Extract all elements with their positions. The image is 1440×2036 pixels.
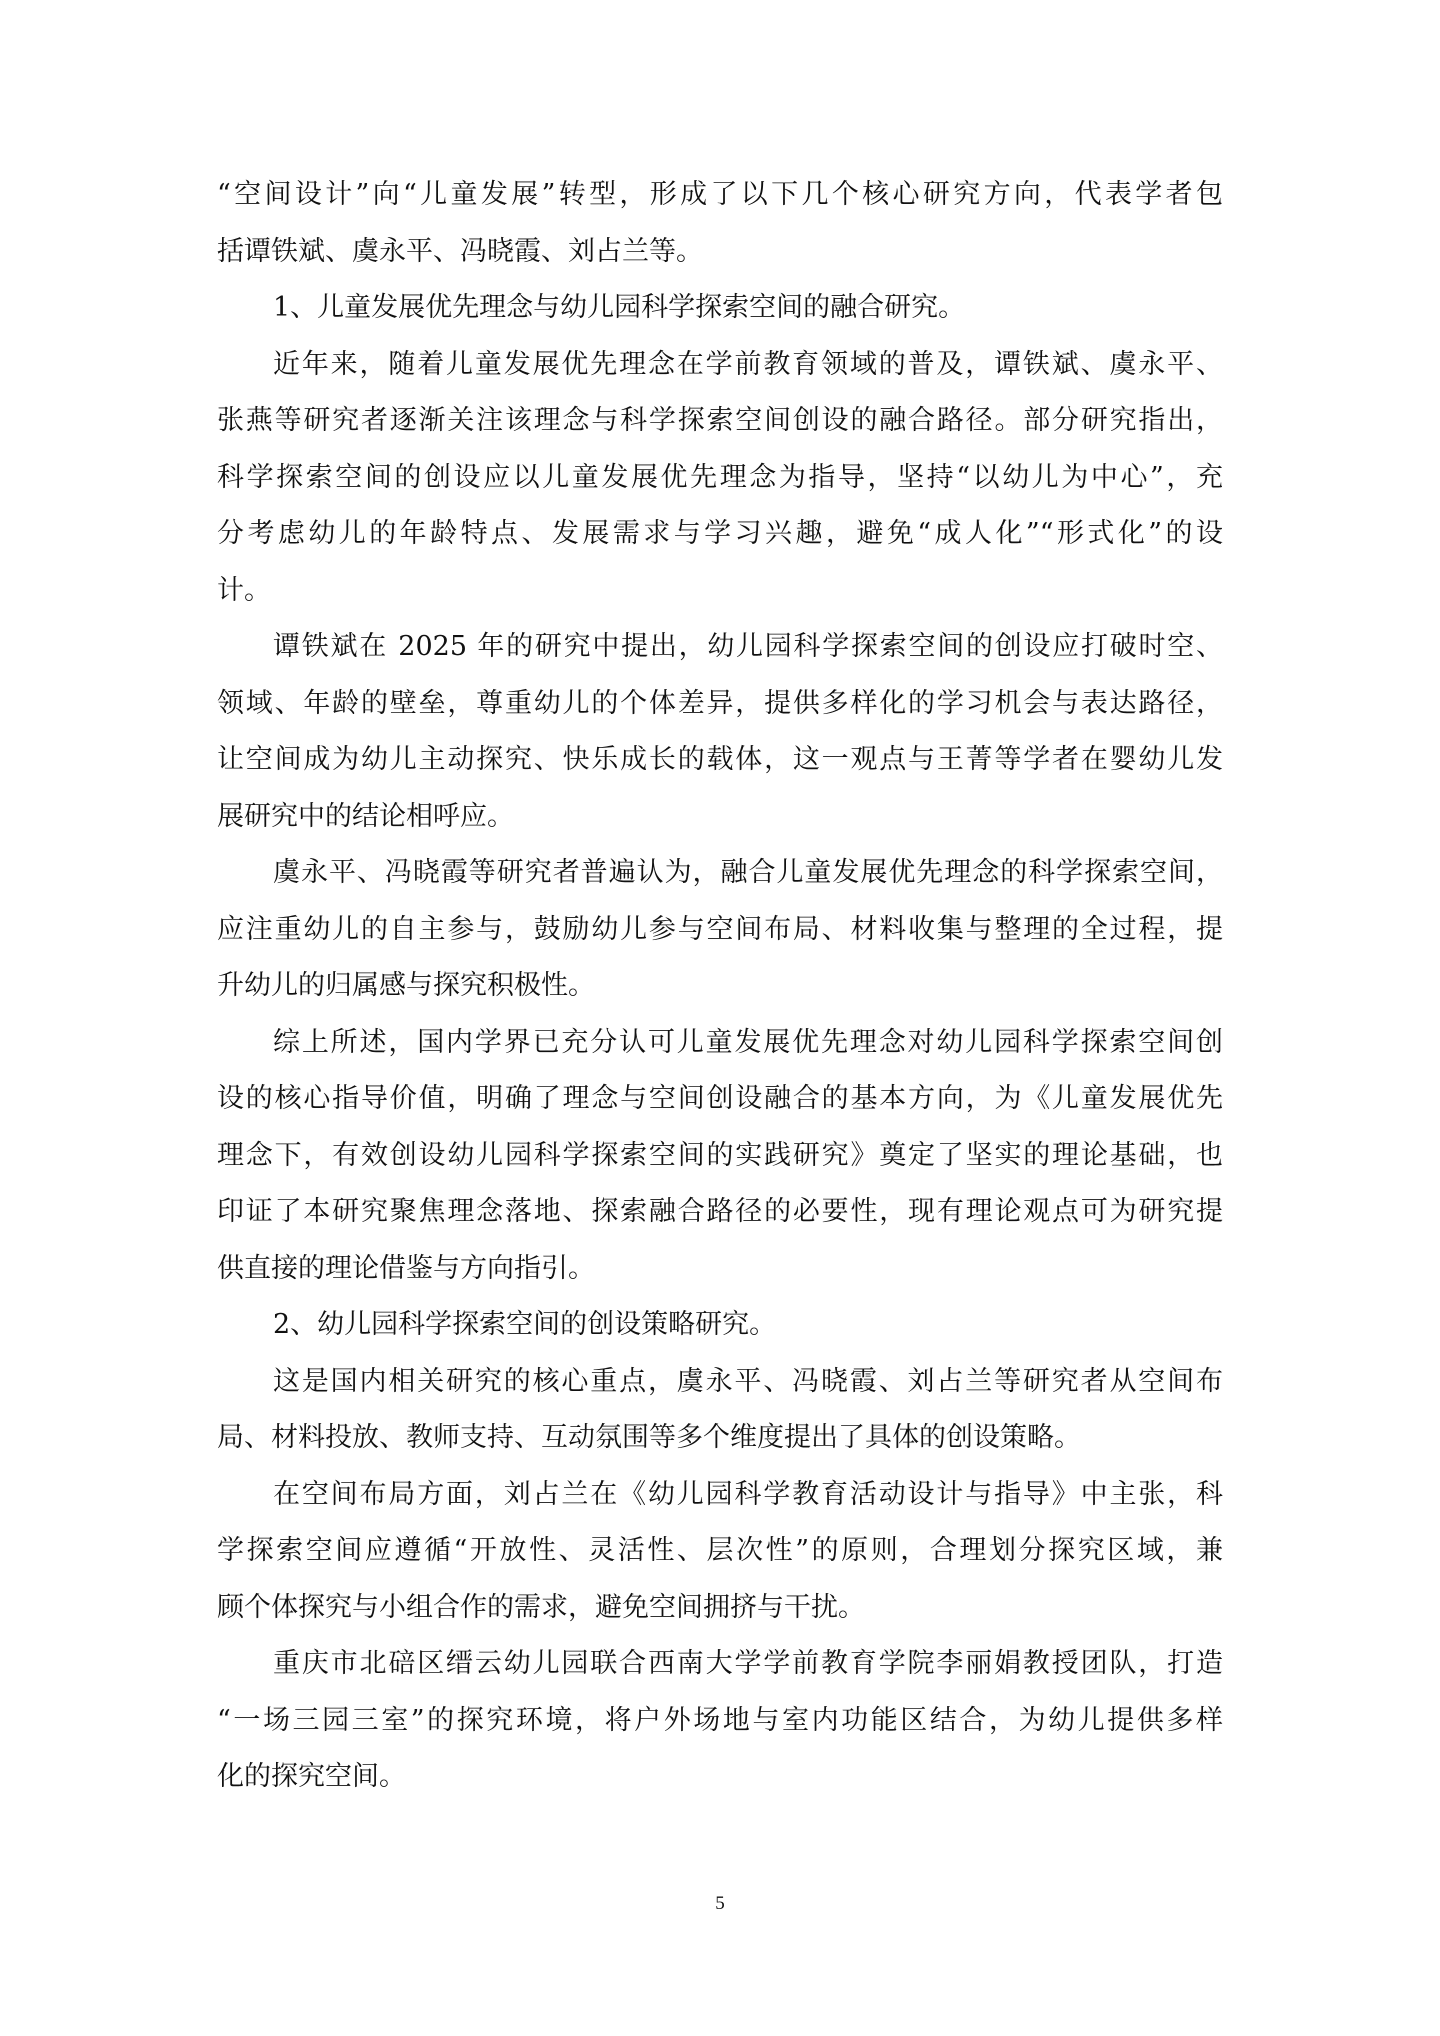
text-line: 括谭铁斌、虞永平、冯晓霞、刘占兰等。 xyxy=(217,235,703,267)
text-line: 2、幼儿园科学探索空间的创设策略研究。 xyxy=(273,1309,777,1340)
paragraph xyxy=(217,1636,1223,1806)
text-line: 让空间成为幼儿主动探究、快乐成长的载体，这一观点与王菁等学者在婴幼儿发 xyxy=(217,744,1223,775)
text-line: “一场三园三室”的探究环境，将户外场地与室内功能区结合，为幼儿提供多样 xyxy=(217,1704,1223,1736)
page-number: 5 xyxy=(715,1893,725,1914)
text-line: 印证了本研究聚焦理念落地、探索融合路径的必要性，现有理论观点可为研究提 xyxy=(217,1196,1223,1227)
text-line: “空间设计”向“儿童发展”转型，形成了以下几个核心研究方向，代表学者包 xyxy=(217,179,1223,210)
text-line: 近年来，随着儿童发展优先理念在学前教育领域的普及，谭铁斌、虞永平、 xyxy=(273,348,1223,380)
text-line: 重庆市北碚区缙云幼儿园联合西南大学学前教育学院李丽娟教授团队，打造 xyxy=(273,1648,1223,1679)
paragraph xyxy=(217,619,1223,845)
text-line: 综上所述，国内学界已充分认可儿童发展优先理念对幼儿园科学探索空间创 xyxy=(273,1026,1223,1058)
text-line: 升幼儿的归属感与探究积极性。 xyxy=(217,970,595,1001)
paragraph xyxy=(217,1354,1223,1467)
text-line: 局、材料投放、教师支持、互动氛围等多个维度提出了具体的创设策略。 xyxy=(217,1422,1081,1453)
text-line: 分考虑幼儿的年龄特点、发展需求与学习兴趣，避免“成人化”“形式化”的设 xyxy=(217,518,1223,549)
paragraph xyxy=(217,1467,1223,1637)
text-line: 供直接的理论借鉴与方向指引。 xyxy=(217,1252,595,1284)
section-heading xyxy=(217,280,1223,337)
text-line: 领域、年龄的壁垒，尊重幼儿的个体差异，提供多样化的学习机会与表达路径， xyxy=(217,687,1223,719)
paragraph xyxy=(217,337,1223,620)
body-text xyxy=(217,167,1223,1806)
text-line: 这是国内相关研究的核心重点，虞永平、冯晓霞、刘占兰等研究者从空间布 xyxy=(273,1365,1223,1397)
text-line: 学探索空间应遵循“开放性、灵活性、层次性”的原则，合理划分探究区域，兼 xyxy=(217,1535,1223,1566)
text-line: 谭铁斌在 2025 年的研究中提出，幼儿园科学探索空间的创设应打破时空、 xyxy=(273,631,1223,662)
text-line: 应注重幼儿的自主参与，鼓励幼儿参与空间布局、材料收集与整理的全过程，提 xyxy=(217,913,1223,945)
text-line: 张燕等研究者逐渐关注该理念与科学探索空间创设的融合路径。部分研究指出， xyxy=(217,405,1223,436)
text-line: 展研究中的结论相呼应。 xyxy=(217,800,514,832)
section-heading xyxy=(217,1297,1223,1354)
paragraph xyxy=(217,1015,1223,1298)
text-line: 在空间布局方面，刘占兰在《幼儿园科学教育活动设计与指导》中主张，科 xyxy=(273,1478,1223,1510)
text-line: 科学探索空间的创设应以儿童发展优先理念为指导，坚持“以幼儿为中心”，充 xyxy=(217,461,1223,493)
paragraph xyxy=(217,845,1223,1015)
text-line: 设的核心指导价值，明确了理念与空间创设融合的基本方向，为《儿童发展优先 xyxy=(217,1083,1223,1114)
text-line: 计。 xyxy=(217,574,271,606)
paragraph xyxy=(217,167,1223,280)
text-line: 顾个体探究与小组合作的需求，避免空间拥挤与干扰。 xyxy=(217,1591,865,1623)
text-line: 1、儿童发展优先理念与幼儿园科学探索空间的融合研究。 xyxy=(273,292,966,323)
text-line: 理念下，有效创设幼儿园科学探索空间的实践研究》奠定了坚实的理论基础，也 xyxy=(217,1139,1223,1171)
text-line: 化的探究空间。 xyxy=(217,1761,406,1792)
text-line: 虞永平、冯晓霞等研究者普遍认为，融合儿童发展优先理念的科学探索空间， xyxy=(273,857,1223,888)
